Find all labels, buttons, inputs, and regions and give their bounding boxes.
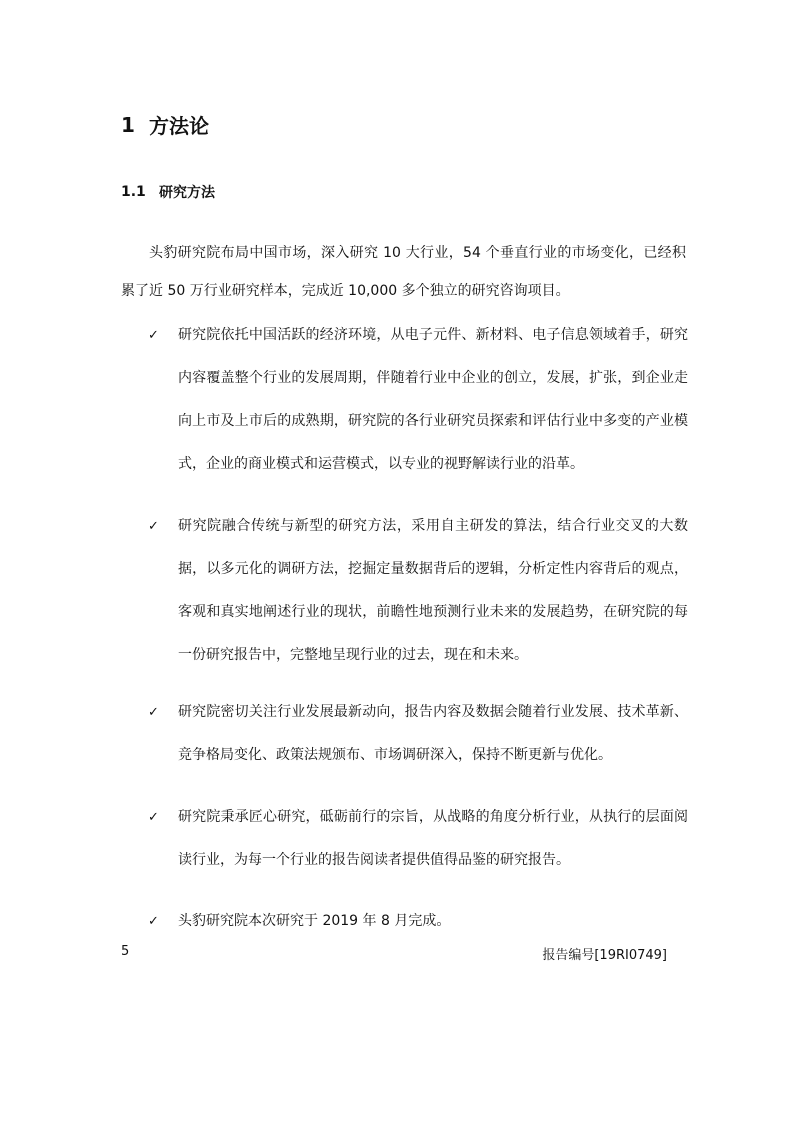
bullet-text: 研究院秉承匠心研究，砥砺前行的宗旨，从战略的角度分析行业，从执行的层面阅读行业，为每一个行业的报告阅读者提供值得品鉴的研究报告。	[178, 809, 688, 868]
checkmark-icon: ✓	[148, 914, 159, 929]
subsection-title: 研究方法	[159, 185, 215, 201]
section-title: 方法论	[149, 114, 209, 138]
footer-page-number: 5	[121, 944, 130, 959]
section-number: 1	[121, 112, 135, 137]
checkmark-icon: ✓	[148, 810, 159, 825]
bullet-text: 研究院密切关注行业发展最新动向，报告内容及数据会随着行业发展、技术革新、竞争格局变化、政策法规颁布、市场调研深入，保持不断更新与优化。	[178, 704, 688, 763]
bullet-text: 头豹研究院本次研究于 2019 年 8 月完成。	[178, 913, 451, 929]
bullet-text: 研究院融合传统与新型的研究方法，采用自主研发的算法，结合行业交叉的大数据，以多元化的调研方法，挖掘定量数据背后的逻辑，分析定性内容背后的观点，客观和真实地阐述行业的现状，前瞻性地预测行业未来的发展趋势，在研究院的每一份研究报告中，完整地呈现行业的过去，现在和未来。	[178, 518, 688, 663]
bullet-item	[148, 691, 688, 777]
bullet-item	[148, 505, 688, 677]
bullet-item	[148, 314, 688, 486]
bullet-item	[148, 900, 688, 943]
bullet-text: 研究院依托中国活跃的经济环境，从电子元件、新材料、电子信息领域着手，研究内容覆盖整个行业的发展周期，伴随着行业中企业的创立，发展，扩张，到企业走向上市及上市后的成熟期，研究院的各行业研究员探索和评估行业中多变的产业模式，企业的商业模式和运营模式，以专业的视野解读行业的沿革。	[178, 327, 688, 472]
checkmark-icon: ✓	[148, 705, 159, 720]
checkmark-icon: ✓	[148, 519, 159, 534]
intro-paragraph: 头豹研究院布局中国市场，深入研究 10 大行业，54 个垂直行业的市场变化，已经积累了近 50 万行业研究样本，完成近 10,000 多个独立的研究咨询项目。	[121, 245, 686, 299]
section-heading	[121, 110, 209, 139]
checkmark-icon: ✓	[148, 328, 159, 343]
subsection-number: 1.1	[121, 184, 146, 200]
subsection-heading	[121, 182, 215, 202]
bullet-item	[148, 796, 688, 882]
footer-report-id: 报告编号[19RI0749]	[542, 948, 667, 963]
